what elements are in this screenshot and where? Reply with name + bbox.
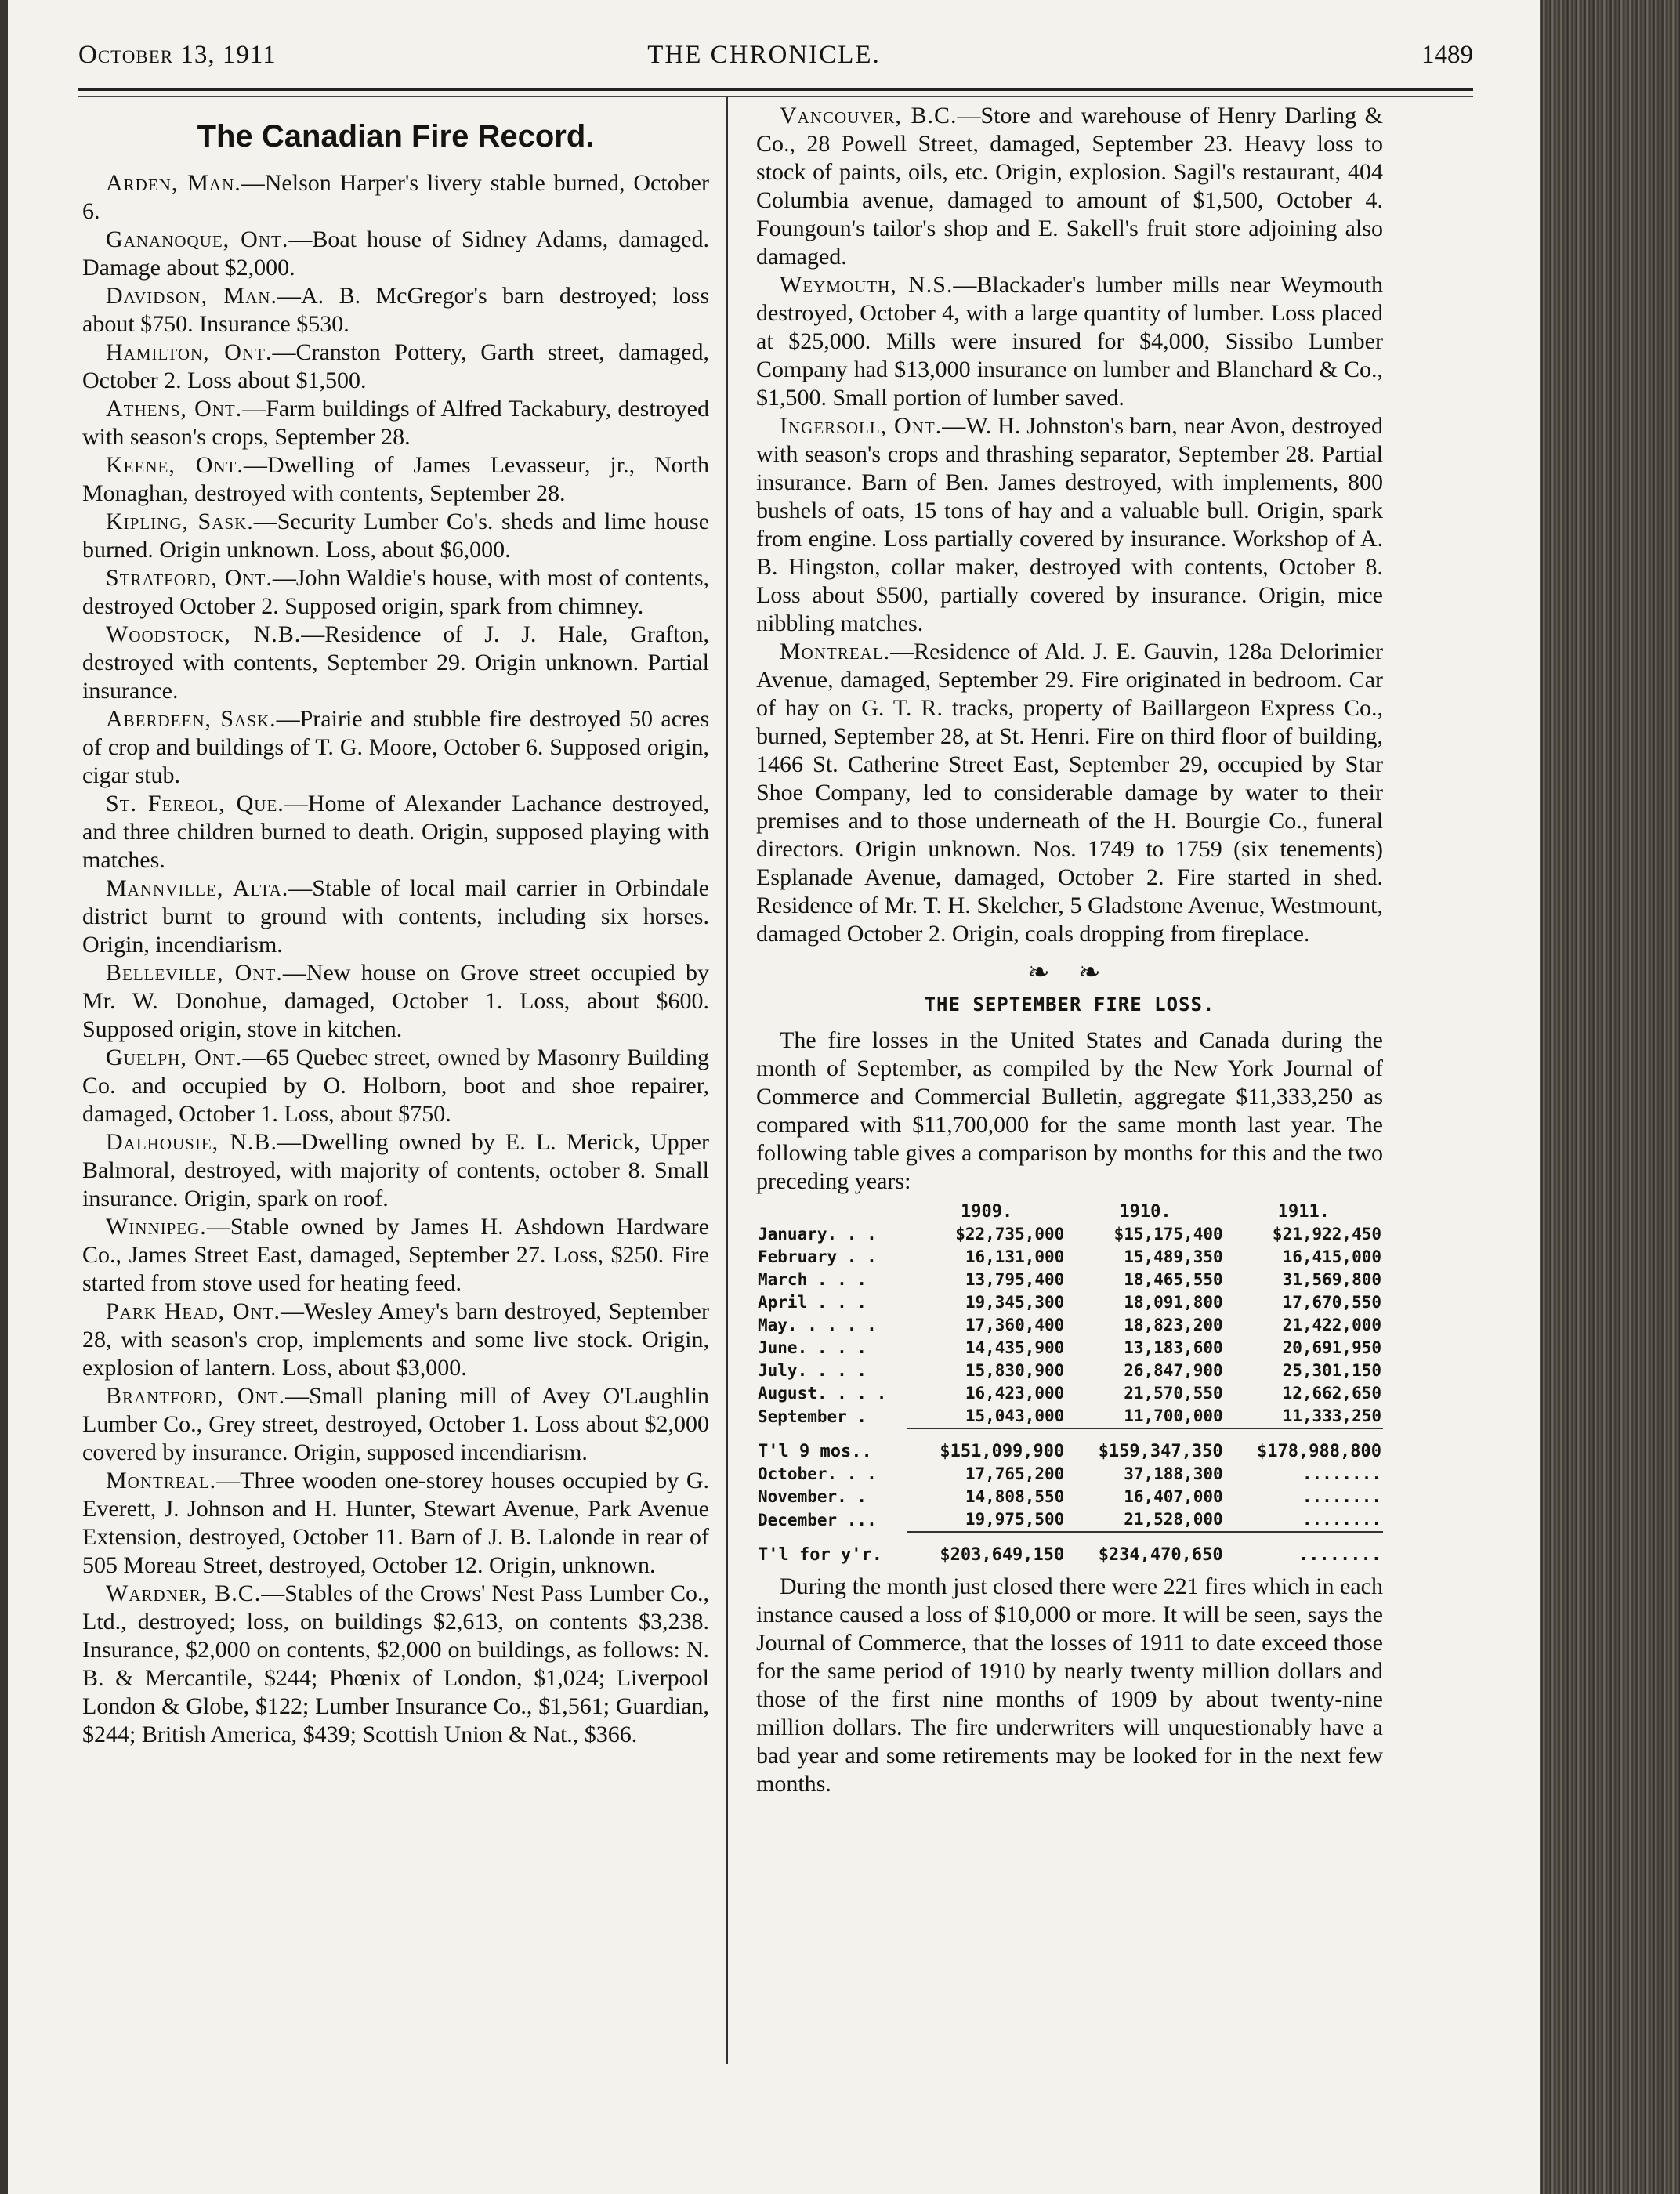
fire-entry	[82, 339, 709, 395]
value-cell: 26,847,900	[1124, 1361, 1223, 1380]
value-cell: 19,975,500	[907, 1508, 1066, 1532]
entry-text: —Stable of local mail carrier in Orbindale district burnt to ground with contents, including six horses. Origin, incendiarism.	[82, 875, 709, 958]
entry-place: Guelph, Ont.	[106, 1045, 243, 1070]
fire-entry	[82, 508, 709, 564]
table-row	[756, 1486, 1383, 1508]
fire-entry	[756, 271, 1383, 412]
header-rule-thin	[78, 96, 1473, 97]
table-header-month	[756, 1200, 907, 1223]
entry-place: St. Fereol, Que.	[106, 791, 284, 816]
fire-record-heading: The Canadian Fire Record.	[197, 119, 595, 154]
fire-entry	[82, 959, 709, 1044]
entry-text: —Residence of Ald. J. E. Gauvin, 128a Delorimier Avenue, damaged, September 29. Fire originated in bedroom. Car of hay on G. T. R. tracks, property of Baillargeon Express Co., burned, September 28, at St. Henri. Fire on third floor of building, 1466 St. Catherine Street East, September 29, occupied by Star Shoe Company, led to considerable damage by water to their premises and to those underneath of the H. Bourgie Co., funeral directors. Origin unknown. Nos. 1749 to 1759 (six tenements) Esplanade Avenue, damaged, October 2. Fire started in shed. Residence of Mr. T. H. Skelcher, 5 Gladstone Avenue, Westmount, damaged October 2. Origin, coals dropping from fireplace.	[756, 639, 1383, 947]
value-cell: $203,649,150	[940, 1545, 1065, 1565]
entry-text: —W. H. Johnston's barn, near Avon, destroyed with season's crops and thrashing separator, September 28. Partial insurance. Barn of Ben. James destroyed, with implements, 800 bushels of oats, 15 tons of hay and a valuable bull. Origin, spark from engine. Loss partially covered by insurance. Workshop of A. B. Hingston, collar maker, destroyed with contents, October 8. Loss about $500, partially covered by insurance. Origin, mice nibbling matches.	[756, 413, 1383, 636]
value-cell: ........	[1225, 1508, 1383, 1532]
month-cell: January. . .	[758, 1225, 877, 1244]
fire-entry	[82, 790, 709, 874]
value-cell: 21,528,000	[1066, 1508, 1224, 1532]
fire-entry	[82, 705, 709, 790]
table-row	[756, 1463, 1383, 1486]
entry-text: —Residence of J. J. Hale, Grafton, destroyed with contents, September 29. Origin unknown. Partial insurance.	[82, 621, 709, 704]
entry-place: Arden, Man.	[106, 170, 241, 196]
fire-entry	[82, 1298, 709, 1382]
value-cell: $21,922,450	[1272, 1225, 1381, 1244]
value-cell: 18,823,200	[1124, 1316, 1223, 1334]
entry-place: Gananoque, Ont.	[106, 226, 289, 252]
entry-text: —65 Quebec street, owned by Masonry Building Co. and occupied by O. Holborn, boot and shoe repairer, damaged, October 1. Loss, about $750.	[82, 1045, 709, 1127]
left-column	[82, 118, 709, 1749]
fire-entry	[82, 395, 709, 451]
fire-entry	[756, 102, 1383, 271]
value-cell: 12,662,650	[1282, 1384, 1381, 1403]
fire-entry	[82, 169, 709, 226]
entry-text: —Home of Alexander Lachance destroyed, and three children burned to death. Origin, supposed playing with matches.	[82, 791, 709, 873]
entry-text: —Farm buildings of Alfred Tackabury, destroyed with season's crops, September 28.	[82, 396, 709, 450]
table-row	[756, 1246, 1383, 1269]
header-rule-thick	[78, 88, 1473, 91]
value-cell: 11,333,250	[1225, 1405, 1383, 1428]
entry-text: —Small planing mill of Avey O'Laughlin Lumber Co., Grey street, destroyed, October 1. Loss about $2,000 covered by insurance. Origin, supposed incendiarism.	[82, 1383, 709, 1465]
month-cell: December ...	[758, 1510, 877, 1530]
value-cell: 15,043,000	[907, 1405, 1066, 1428]
fire-entry	[82, 1382, 709, 1467]
entry-text: —New house on Grove street occupied by Mr. W. Donohue, damaged, October 1. Loss, about $600. Supposed origin, stove in kitchen.	[82, 960, 709, 1042]
fire-entry	[82, 1467, 709, 1580]
fire-entry	[82, 564, 709, 621]
entry-place: Winnipeg.	[106, 1214, 207, 1240]
entry-text: —Stables of the Crows' Nest Pass Lumber Co., Ltd., destroyed; loss, on buildings $2,613, on contents $3,238. Insurance, $2,000 on contents, $2,000 on buildings, as follows: N. B. & Mercantile, $244; Phœnix of London, $1,024; Liverpool London & Globe, $122; Lumber Insurance Co., $1,561; Guardian, $244; British America, $439; Scottish Union & Nat., $366.	[82, 1580, 709, 1747]
fire-entry	[756, 412, 1383, 638]
table-header-year: 1911.	[1277, 1202, 1330, 1222]
value-cell: 37,188,300	[1124, 1464, 1223, 1483]
entry-place: Weymouth, N.S.	[780, 272, 954, 298]
value-cell: 19,345,300	[965, 1293, 1065, 1312]
book-page-edge	[1540, 0, 1680, 2194]
value-cell: 18,465,550	[1124, 1270, 1223, 1289]
entry-place: Vancouver, B.C.	[780, 103, 958, 129]
header-title: THE CHRONICLE.	[647, 41, 881, 69]
table-row	[756, 1223, 1383, 1246]
value-cell: 16,407,000	[1124, 1487, 1223, 1506]
entry-place: Keene, Ont.	[106, 452, 244, 478]
ornament-divider: ❧ ❧	[1027, 958, 1112, 987]
month-cell: June. . . .	[758, 1338, 867, 1357]
entry-text: —Stable owned by James H. Ashdown Hardware Co., James Street East, damaged, September 27. Loss, $250. Fire started from stove used for heating feed.	[82, 1214, 709, 1296]
value-cell: 25,301,150	[1282, 1361, 1381, 1380]
month-cell: August. . . .	[758, 1384, 887, 1403]
table-row	[756, 1544, 1383, 1566]
month-cell: November. .	[758, 1487, 867, 1506]
page-number: 1489	[1421, 41, 1473, 69]
table-header-year: 1910.	[1119, 1202, 1171, 1222]
value-cell: 14,808,550	[965, 1487, 1065, 1506]
month-cell: March . . .	[758, 1270, 867, 1289]
fire-entry	[82, 1580, 709, 1749]
fire-record-entries-continued	[756, 102, 1383, 948]
value-cell: 11,700,000	[1066, 1405, 1224, 1428]
entry-text: —Dwelling owned by E. L. Merick, Upper Balmoral, destroyed, with majority of contents, october 8. Small insurance. Origin, spark on roof.	[82, 1129, 709, 1211]
value-cell: 17,670,550	[1282, 1293, 1381, 1312]
table-spacer	[756, 1532, 1383, 1544]
value-cell: 17,360,400	[965, 1316, 1065, 1334]
value-cell: 16,415,000	[1282, 1247, 1381, 1266]
entry-text: —Dwelling of James Levasseur, jr., North Monaghan, destroyed with contents, September 28.	[82, 452, 709, 506]
entry-place: Hamilton, Ont.	[106, 339, 273, 365]
entry-place: Davidson, Man.	[106, 283, 277, 309]
value-cell: $151,099,900	[940, 1442, 1065, 1461]
table-row	[756, 1337, 1383, 1359]
entry-text: —Three wooden one-storey houses occupied by G. Everett, J. Johnson and H. Hunter, Stewart Avenue, Park Avenue Extension, destroyed, October 11. Barn of J. B. Lalonde in rear of 505 Moreau Street, destroyed, October 12. Origin, unknown.	[82, 1468, 709, 1578]
value-cell: 16,131,000	[965, 1247, 1065, 1266]
fire-entry	[82, 1213, 709, 1298]
table-header-year: 1909.	[961, 1202, 1013, 1222]
value-cell: 13,795,400	[965, 1270, 1065, 1289]
entry-place: Kipling, Sask.	[106, 509, 254, 534]
entry-text: —Nelson Harper's livery stable burned, October 6.	[82, 170, 709, 224]
entry-place: Belleville, Ont.	[106, 960, 283, 986]
entry-text: —John Waldie's house, with most of contents, destroyed October 2. Supposed origin, spark from chimney.	[82, 565, 709, 619]
table-spacer	[756, 1428, 1383, 1440]
september-loss-intro: The fire losses in the United States and Canada during the month of September, as compiled by the New York Journal of Commerce and Commercial Bulletin, aggregate $11,333,250 as compared with $11,700,000 for the same month last year. The following table gives a comparison by months for this and the two preceding years:	[756, 1027, 1383, 1194]
value-cell: $15,175,400	[1113, 1225, 1223, 1244]
entry-text: —Boat house of Sidney Adams, damaged. Damage about $2,000.	[82, 226, 709, 281]
month-cell: September .	[758, 1407, 867, 1426]
value-cell: 17,765,200	[965, 1464, 1065, 1483]
value-cell: 14,435,900	[965, 1338, 1065, 1357]
month-cell: April . . .	[758, 1293, 867, 1312]
running-header	[78, 41, 1473, 80]
entry-text: —A. B. McGregor's barn destroyed; loss about $750. Insurance $530.	[82, 283, 709, 337]
entry-place: Park Head, Ont.	[106, 1298, 281, 1324]
entry-place: Dalhousie, N.B.	[106, 1129, 277, 1155]
value-cell: 15,830,900	[965, 1361, 1065, 1380]
value-cell: $178,988,800	[1257, 1442, 1381, 1461]
table-row	[756, 1440, 1383, 1463]
month-cell: February . .	[758, 1247, 877, 1266]
table-row	[756, 1291, 1383, 1314]
value-cell: $234,470,650	[1098, 1545, 1223, 1565]
table-row	[756, 1508, 1383, 1532]
table-row	[756, 1269, 1383, 1291]
table-row	[756, 1382, 1383, 1405]
month-cell: T'l 9 mos..	[758, 1442, 872, 1461]
fire-entry	[82, 1044, 709, 1128]
entry-place: Stratford, Ont.	[106, 565, 273, 591]
entry-text: —Wesley Amey's barn destroyed, September 28, with season's crop, implements and some live stock. Origin, explosion of lantern. Loss, about $3,000.	[82, 1298, 709, 1381]
fire-entry	[82, 874, 709, 959]
value-cell: 21,570,550	[1124, 1384, 1223, 1403]
value-cell: 13,183,600	[1124, 1338, 1223, 1357]
fire-entry	[756, 638, 1383, 948]
entry-text: —Cranston Pottery, Garth street, damaged, October 2. Loss about $1,500.	[82, 339, 709, 393]
value-cell: ........	[1298, 1545, 1381, 1565]
september-loss-heading: THE SEPTEMBER FIRE LOSS.	[924, 994, 1215, 1016]
value-cell: ........	[1302, 1464, 1381, 1483]
entry-text: —Blackader's lumber mills near Weymouth destroyed, October 4, with a large quantity of lumber. Loss placed at $25,000. Mills were insured for $4,000, Sissibo Lumber Company had $13,000 insurance on lumber and Blanchard & Co., $1,500. Small portion of lumber saved.	[756, 272, 1384, 411]
entry-place: Wardner, B.C.	[106, 1580, 262, 1606]
fire-entry	[82, 1128, 709, 1213]
value-cell: 31,569,800	[1282, 1270, 1381, 1289]
fire-entry	[82, 621, 709, 705]
value-cell: ........	[1302, 1487, 1381, 1506]
entry-place: Montreal.	[780, 639, 891, 664]
entry-place: Ingersoll, Ont.	[780, 413, 943, 439]
entry-text: —Store and warehouse of Henry Darling & Co., 28 Powell Street, damaged, September 23. Heavy loss to stock of paints, oils, etc. Origin, explosion. Sagil's restaurant, 404 Columbia avenue, damaged to amount of $1,500, October 4. Foungoun's tailor's shop and E. Sakell's fruit store adjoining also damaged.	[756, 103, 1383, 270]
entry-place: Woodstock, N.B.	[106, 621, 302, 647]
table-row	[756, 1359, 1383, 1382]
table-body	[756, 1223, 1383, 1566]
entry-place: Brantford, Ont.	[106, 1383, 286, 1409]
table-header-row	[756, 1200, 1383, 1223]
september-loss-closing: During the month just closed there were 221 fires which in each instance caused a loss of $10,000 or more. It will be seen, says the Journal of Commerce, that the losses of 1911 to date exceed those for the same period of 1910 by nearly twenty million dollars and those of the first nine months of 1909 by about twenty-nine million dollars. The fire underwriters will unquestionably have a bad year and some retirements may be looked for in the next few months.	[756, 1573, 1383, 1797]
right-column	[756, 102, 1383, 1798]
month-cell: May. . . . .	[758, 1316, 877, 1334]
value-cell: 18,091,800	[1124, 1293, 1223, 1312]
entry-text: —Prairie and stubble fire destroyed 50 acres of crop and buildings of T. G. Moore, October 6. Supposed origin, cigar stub.	[82, 706, 709, 788]
monthly-loss-table	[756, 1200, 1383, 1566]
entry-place: Athens, Ont.	[106, 396, 243, 422]
entry-text: —Security Lumber Co's. sheds and lime house burned. Origin unknown. Loss, about $6,000.	[82, 509, 710, 563]
header-date: October 13, 1911	[78, 41, 277, 69]
table-row	[756, 1314, 1383, 1337]
value-cell: 16,423,000	[965, 1384, 1065, 1403]
month-cell: July. . . .	[758, 1361, 867, 1380]
entry-place: Mannville, Alta.	[106, 875, 289, 901]
fire-record-entries	[82, 169, 709, 1749]
value-cell: $22,735,000	[955, 1225, 1065, 1244]
month-cell: October. . .	[758, 1464, 877, 1483]
entry-place: Aberdeen, Sask.	[106, 706, 277, 732]
value-cell: 20,691,950	[1282, 1338, 1381, 1357]
month-cell: T'l for y'r.	[758, 1545, 882, 1565]
column-divider	[726, 97, 728, 2064]
fire-entry	[82, 282, 709, 339]
value-cell: 15,489,350	[1124, 1247, 1223, 1266]
fire-entry	[82, 226, 709, 282]
fire-entry	[82, 451, 709, 508]
value-cell: 21,422,000	[1282, 1316, 1381, 1334]
value-cell: $159,347,350	[1098, 1442, 1223, 1461]
entry-place: Montreal.	[106, 1468, 217, 1493]
table-row	[756, 1405, 1383, 1428]
